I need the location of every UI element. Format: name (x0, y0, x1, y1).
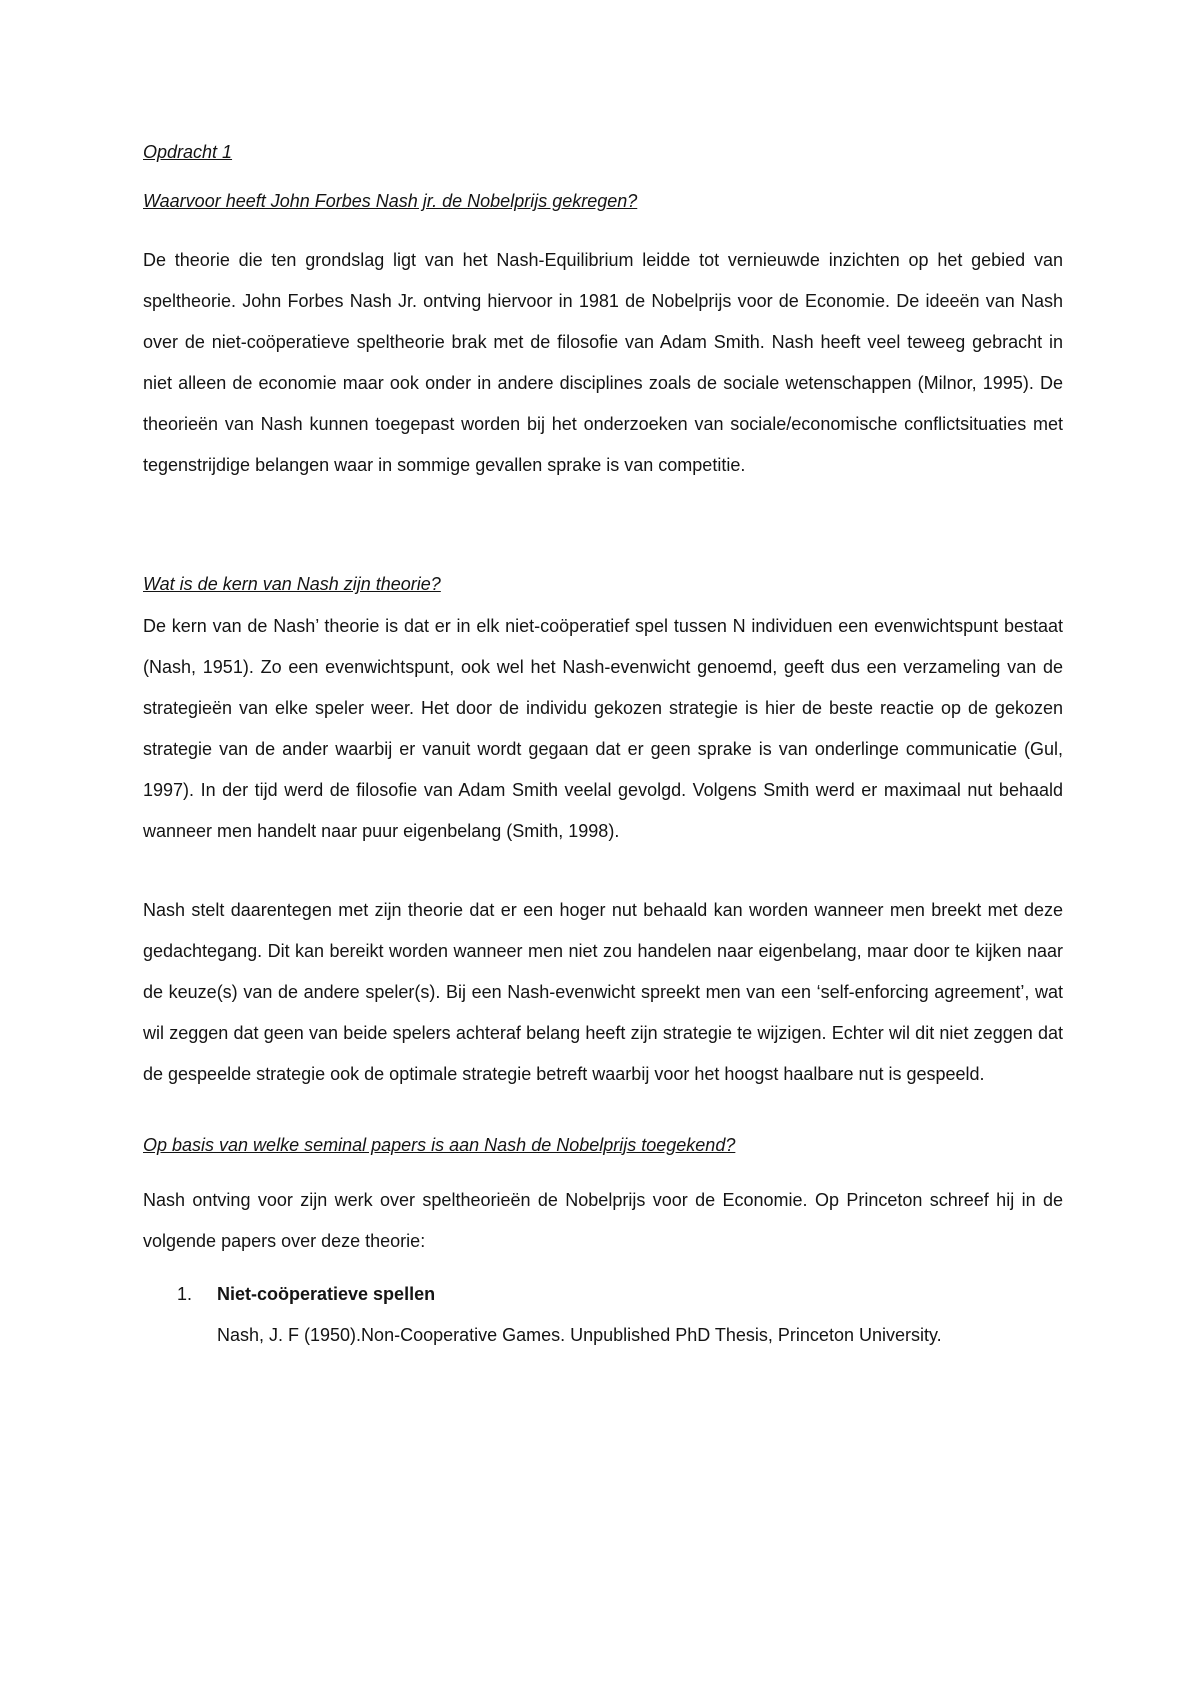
paper-reference: Nash, J. F (1950).Non-Cooperative Games. Unpublished PhD Thesis, Princeton University. (217, 1324, 942, 1345)
paper-list (143, 1274, 1063, 1356)
paper-title: Niet-coöperatieve spellen (217, 1283, 436, 1304)
answer-2b-paragraph: Nash stelt daarentegen met zijn theorie dat er een hoger nut behaald kan worden wanneer men breekt met deze gedachtegang. Dit kan bereikt worden wanneer men niet zou handelen naar eigenbelang, maar door te kijken naar de keuze(s) van de andere speler(s). Bij een Nash-evenwicht spreekt men van een ‘self-enforcing agreement’, wat wil zeggen dat geen van beide spelers achteraf belang heeft zijn strategie te wijzigen. Echter wil dit niet zeggen dat de gespeelde strategie ook de optimale strategie betreft waarbij voor het hoogst haalbare nut is gespeeld. (143, 899, 1063, 1084)
document-page (143, 140, 1063, 1356)
question-1-heading: Waarvoor heeft John Forbes Nash jr. de Nobelprijs gekregen? (143, 191, 638, 212)
list-item (143, 1274, 1063, 1356)
answer-1-paragraph: De theorie die ten grondslag ligt van het Nash-Equilibrium leidde tot vernieuwde inzichten op het gebied van speltheorie. John Forbes Nash Jr. ontving hiervoor in 1981 de Nobelprijs voor de Economie. De ideeën van Nash over de niet-coöperatieve speltheorie brak met de filosofie van Adam Smith. Nash heeft veel teweeg gebracht in niet alleen de economie maar ook onder in andere disciplines zoals de sociale wetenschappen (Milnor, 1995). De theorieën van Nash kunnen toegepast worden bij het onderzoeken van sociale/economische conflictsituaties met tegenstrijdige belangen waar in sommige gevallen sprake is van competitie. (143, 250, 1063, 476)
answer-3-paragraph: Nash ontving voor zijn werk over speltheorieën de Nobelprijs voor de Economie. Op Princeton schreef hij in de volgende papers over deze theorie: (143, 1189, 1063, 1251)
question-2-heading: Wat is de kern van Nash zijn theorie? (143, 574, 441, 595)
paper-number: 1. (177, 1283, 193, 1304)
document-title: Opdracht 1 (143, 142, 233, 162)
question-3-heading: Op basis van welke seminal papers is aan Nash de Nobelprijs toegekend? (143, 1134, 736, 1155)
answer-2a-paragraph: De kern van de Nash’ theorie is dat er in elk niet-coöperatief spel tussen N individuen een evenwichtspunt bestaat (Nash, 1951). Zo een evenwichtspunt, ook wel het Nash-evenwicht genoemd, geeft dus een verzameling van de strategieën van elke speler weer. Het door de individu gekozen strategie is hier de beste reactie op de gekozen strategie van de ander waarbij er vanuit wordt gegaan dat er geen sprake is van onderlinge communicatie (Gul, 1997). In der tijd werd de filosofie van Adam Smith veelal gevolgd. Volgens Smith werd er maximaal nut behaald wanneer men handelt naar puur eigenbelang (Smith, 1998). (143, 615, 1063, 841)
